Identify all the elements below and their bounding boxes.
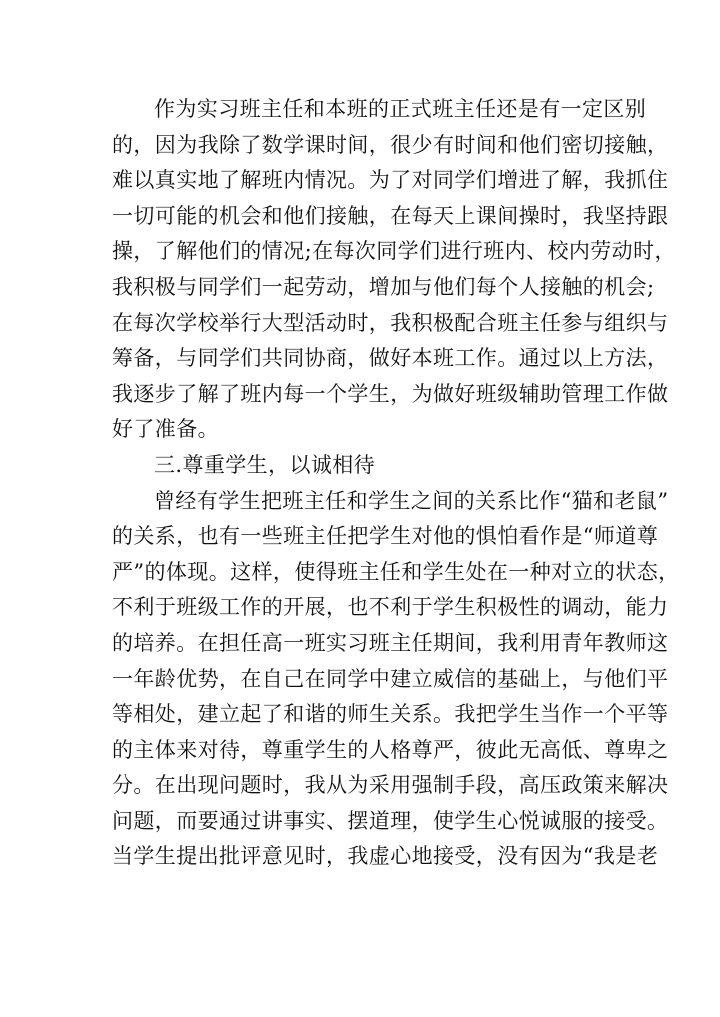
paragraph-line: 我逐步了解了班内每一个学生，为做好班级辅助管理工作做 — [112, 381, 669, 406]
paragraph-line: 曾经有学生把班主任和学生之间的关系比作“猫和老鼠” — [154, 488, 669, 513]
paragraph-line: 一切可能的机会和他们接触，在每天上课间操时，我坚持跟 — [112, 203, 669, 228]
section-heading: 三.尊重学生，以诚相待 — [154, 452, 376, 477]
paragraph-line: 好了准备。 — [112, 417, 219, 442]
paragraph-line: 的主体来对待，尊重学生的人格尊严，彼此无高低、尊卑之 — [112, 737, 669, 762]
paragraph-line: 分。在出现问题时，我从为采用强制手段，高压政策来解决 — [112, 773, 669, 798]
document-body — [112, 92, 680, 875]
paragraph-line: 作为实习班主任和本班的正式班主任还是有一定区别 — [154, 97, 647, 121]
paragraph-line: 问题，而要通过讲事实、摆道理，使学生心悦诚服的接受。 — [112, 808, 669, 833]
paragraph-line: 的培养。在担任高一班实习班主任期间，我利用青年教师这 — [112, 630, 669, 655]
paragraph-line: 的，因为我除了数学课时间，很少有时间和他们密切接触， — [112, 132, 669, 157]
paragraph-line: 等相处，建立起了和谐的师生关系。我把学生当作一个平等 — [112, 702, 669, 727]
paragraph-line: 当学生提出批评意见时，我虚心地接受，没有因为“我是老 — [112, 844, 659, 869]
paragraph-line: 难以真实地了解班内情况。为了对同学们增进了解，我抓住 — [112, 168, 669, 193]
paragraph-line: 不利于班级工作的开展，也不利于学生积极性的调动，能力 — [112, 595, 669, 620]
paragraph-line: 筹备，与同学们共同协商，做好本班工作。通过以上方法， — [112, 346, 669, 371]
paragraph-line: 操，了解他们的情况;在每次同学们进行班内、校内劳动时， — [112, 239, 676, 264]
paragraph-line: 我积极与同学们一起劳动，增加与他们每个人接触的机会; — [112, 274, 655, 299]
paragraph-line: 严”的体现。这样，使得班主任和学生处在一种对立的状态， — [112, 559, 680, 584]
paragraph-line: 在每次学校举行大型活动时，我积极配合班主任参与组织与 — [112, 310, 669, 335]
paragraph-line: 的关系，也有一些班主任把学生对他的惧怕看作是“师道尊 — [112, 524, 659, 549]
paragraph-line: 一年龄优势，在自己在同学中建立威信的基础上，与他们平 — [112, 666, 669, 691]
